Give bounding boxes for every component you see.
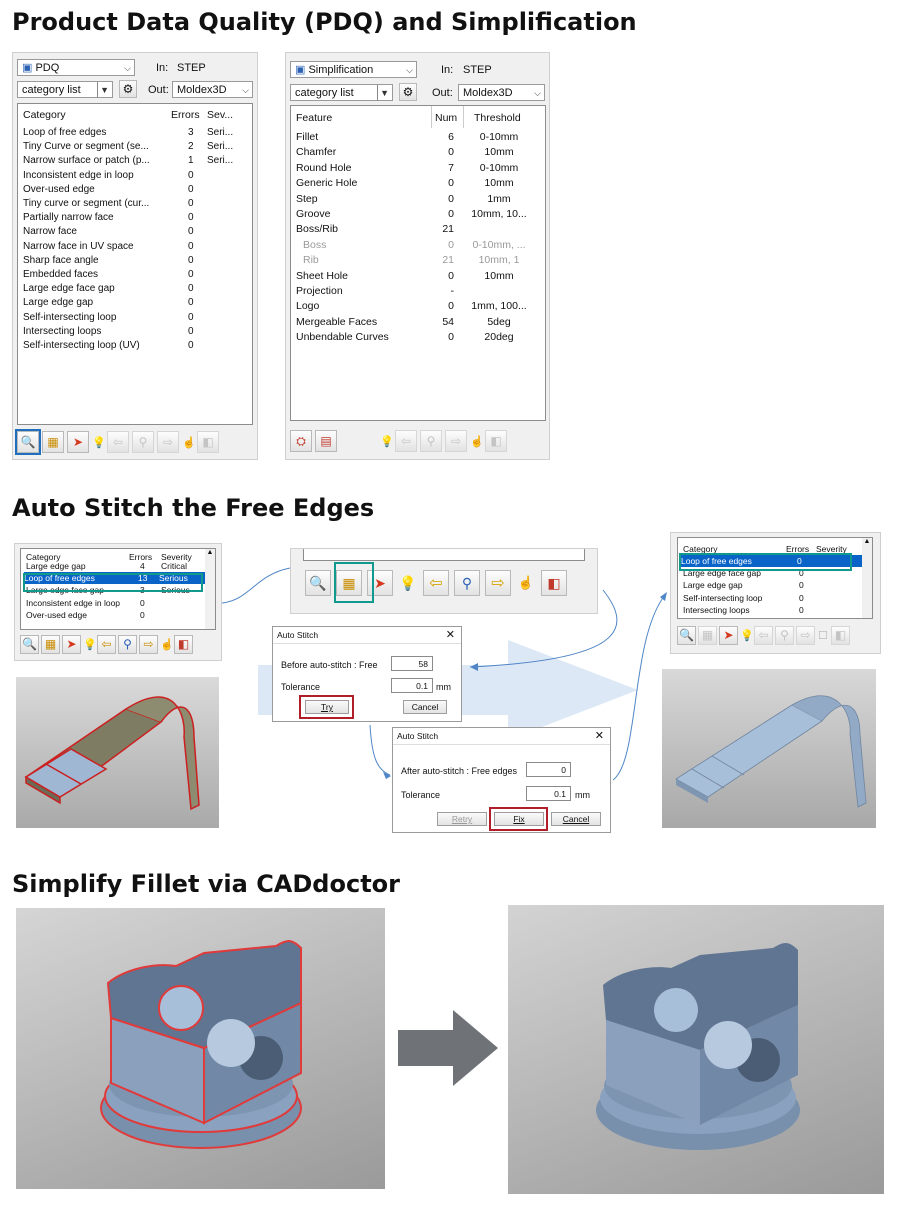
piston-model-fillets-highlighted [16,908,385,1189]
feature-count: 6 [448,131,454,143]
header-category[interactable]: Category [23,109,66,121]
light-bulb-icon: 💡 [380,435,394,448]
zoom-icon[interactable]: ⚲ [775,626,794,645]
chevron-down-icon: ⌵ [242,85,249,95]
list-item[interactable] [23,225,249,239]
feature-threshold: 10mm, 10... [471,208,527,220]
close-icon[interactable]: ✕ [594,730,604,742]
feature-name: Step [296,192,318,205]
fillet-section-title: Simplify Fillet via CADdoctor [12,870,400,898]
error-count: 13 [138,573,148,584]
teal-highlight-box [334,562,374,603]
category-name: Narrow surface or patch (p... [23,155,150,167]
feature-threshold: 10mm [484,146,514,159]
severity: Critical [161,561,187,571]
error-count: 3 [140,585,145,596]
error-count: 1 [188,155,194,167]
settings-gear-icon[interactable]: ⚙ [119,80,137,98]
pointer-icon: ☐ [818,629,828,642]
error-count: 0 [188,297,194,309]
list-item[interactable] [23,311,249,325]
simplify-icon[interactable]: ▤ [315,430,337,452]
tolerance-input[interactable]: 0.1 [526,786,571,801]
cube-icon[interactable]: ◧ [174,635,193,654]
export-icon[interactable]: ➤ [719,626,738,645]
light-bulb-icon: 💡 [92,436,106,449]
simplify-mode-icon: ▣ [295,64,309,76]
mode-select[interactable] [290,61,417,78]
zoom-icon[interactable]: ⚲ [132,431,154,453]
retry-button[interactable] [437,812,487,826]
pointer-icon: ☝ [160,638,174,651]
list-item[interactable] [23,282,249,296]
dialog-title: Auto Stitch [277,630,319,640]
pointer-icon: ☝ [517,575,535,590]
simplification-panel [285,52,550,460]
arrow-right-icon[interactable]: ⇨ [796,626,815,645]
error-count: 0 [188,226,194,238]
pdq-panel [12,52,258,460]
chevron-down-icon: ⌵ [406,65,413,75]
teal-highlight-box [23,573,203,592]
error-count: 0 [188,240,194,252]
feature-name: Chamfer [296,146,337,159]
feature-name: Round Hole [296,161,352,174]
error-count: 0 [188,269,194,280]
view-select[interactable] [290,84,393,101]
feature-name: Projection [296,285,343,297]
pdq-section-title: Product Data Quality (PDQ) and Simplification [12,8,637,36]
list-item[interactable] [26,560,212,572]
error-count: 0 [188,340,194,351]
check-magnifier-icon[interactable]: 🔍 [20,635,39,654]
zoom-icon[interactable]: ⚲ [454,570,480,596]
unit-label: mm [436,682,451,692]
list-item[interactable] [23,126,249,140]
cube-icon[interactable]: ◧ [541,570,567,596]
feature-count: 0 [448,269,454,282]
list-item[interactable] [296,284,542,298]
list-item[interactable] [683,579,869,591]
stitch-category-list-after [677,537,873,619]
arrow-right-icon [398,1010,498,1086]
category-name: Self-intersecting loop [23,311,117,323]
stitch-section-title: Auto Stitch the Free Edges [12,494,375,522]
teal-highlight-box [679,553,852,571]
list-header [23,108,249,122]
feature-count: 54 [442,315,454,328]
category-name: Self-intersecting loop (UV) [23,340,140,351]
error-count: 0 [188,169,194,181]
auto-stitch-dialog-try [272,626,462,722]
piston-model-simplified [508,905,884,1194]
list-item[interactable] [23,183,249,197]
category-name: Inconsistent edge in loop [23,169,134,181]
stitch-list-after-panel [670,532,881,654]
category-name: Loop of free edges [24,573,95,584]
cancel-label: Cancel [411,702,439,712]
check-magnifier-icon[interactable]: 🔍 [305,570,331,596]
cancel-button[interactable] [403,700,447,714]
feature-count: 0 [448,238,454,251]
feature-name: Groove [296,208,331,220]
arrow-right-icon[interactable]: ⇨ [157,431,179,453]
auto-fix-icon[interactable]: ▦ [336,570,362,596]
light-bulb-icon: 💡 [740,629,754,642]
out-select[interactable] [172,81,253,98]
tolerance-input[interactable]: 0.1 [391,678,433,693]
feature-name: Boss/Rib [296,223,339,236]
category-name: Large edge face gap [23,283,115,295]
list-item[interactable] [683,592,869,604]
error-count: 0 [188,212,194,224]
header-severity[interactable]: Severity [816,544,847,554]
error-count: 0 [188,183,194,195]
list-item[interactable] [23,240,249,254]
header-errors[interactable]: Errors [129,552,153,562]
list-item[interactable] [23,197,249,211]
bracket-model-stitched [662,669,876,828]
mode-select-value: PDQ [35,62,60,74]
error-count: 0 [140,609,145,620]
pdq-mode-icon: ▣ [22,62,36,74]
category-name: Over-used edge [26,609,87,620]
feature-threshold: 20deg [484,331,514,344]
feature-count: - [450,285,454,297]
dialog-title: Auto Stitch [397,731,439,741]
list-item[interactable] [296,222,542,236]
before-stitch-label: Before auto-stitch : Free [281,660,378,670]
error-count: 0 [799,592,804,603]
light-bulb-icon: 💡 [83,638,97,651]
pointer-icon: ☝ [182,436,196,449]
export-icon[interactable]: ➤ [367,570,393,596]
auto-stitch-dialog-fix [392,727,611,833]
feature-count: 0 [448,331,454,344]
tolerance-label: Tolerance [281,682,321,692]
export-icon[interactable]: ➤ [67,431,89,453]
category-name: Self-intersecting loop [683,592,763,603]
feature-threshold: 10mm [484,177,514,190]
dropdown-arrow-icon: ▼ [97,82,109,98]
list-item[interactable] [296,299,542,313]
viewport-fillet-before[interactable] [16,908,385,1189]
in-label: In: [441,64,454,76]
viewport-fillet-after[interactable] [508,905,884,1194]
feature-count: 0 [448,208,454,220]
list-item[interactable] [296,269,542,283]
list-item[interactable] [296,176,542,190]
severity: Seri... [207,141,234,153]
unit-label: mm [575,790,590,800]
severity: Seri... [207,127,234,138]
header-feature[interactable]: Feature [296,112,333,124]
feature-name: Generic Hole [296,177,358,190]
header-errors[interactable]: Errors [786,544,810,554]
feature-name: Logo [296,300,320,313]
feature-count: 7 [448,161,454,174]
light-bulb-icon: 💡 [399,574,417,591]
feature-count: 0 [448,300,454,313]
feature-name: Mergeable Faces [296,315,378,328]
arrow-right-icon[interactable]: ⇨ [445,430,467,452]
viewport-before-stitch[interactable] [16,677,219,828]
feature-threshold: 1mm [487,192,511,205]
dropdown-arrow-icon: ▼ [377,85,389,101]
severity: Seri... [207,155,234,167]
list-item[interactable] [296,330,542,344]
header-num[interactable]: Num [435,112,458,124]
list-item[interactable] [23,140,249,154]
auto-fix-icon[interactable]: ▦ [42,431,64,453]
tolerance-label: Tolerance [401,790,441,800]
error-count: 0 [799,568,804,579]
list-item[interactable] [23,296,249,310]
view-select[interactable] [17,81,113,98]
out-select-value: Moldex3D [177,84,227,96]
category-name: Tiny Curve or segment (se... [23,141,149,153]
list-item[interactable] [23,169,249,183]
arrow-left-icon[interactable]: ⇦ [395,430,417,452]
try-label: Try [321,702,333,712]
error-count: 0 [797,556,802,566]
feature-count: 21 [442,223,454,236]
settings-gear-icon[interactable]: ⚙ [399,83,417,101]
arrow-left-icon[interactable]: ⇦ [107,431,129,453]
category-name: Sharp face angle [23,254,99,266]
export-icon[interactable]: ➤ [62,635,81,654]
arrow-left-icon[interactable]: ⇦ [754,626,773,645]
header-errors[interactable]: Errors [171,109,200,121]
feature-count: 0 [448,192,454,205]
feature-threshold: 10mm [484,269,514,282]
auto-fix-icon[interactable]: ▦ [698,626,717,645]
error-count: 0 [188,254,194,266]
feature-name: Fillet [296,131,319,143]
category-name: Narrow face in UV space [23,240,134,252]
error-count: 3 [188,127,194,138]
check-magnifier-icon[interactable]: 🔍 [677,626,696,645]
red-highlight-box [299,695,354,719]
error-count: 0 [799,580,804,591]
error-count: 0 [140,597,145,608]
chevron-down-icon: ⌵ [124,63,131,73]
arrow-left-icon[interactable]: ⇦ [97,635,116,654]
out-label: Out: [148,84,169,96]
header-severity[interactable]: Sev... [207,109,234,121]
category-name: Large edge face gap [26,585,104,596]
category-name: Large edge gap [23,297,94,309]
arrow-right-icon[interactable]: ⇨ [485,570,511,596]
retry-label: Retry [451,814,473,824]
bracket-model-free-edges [16,677,219,828]
in-value: STEP [177,62,206,74]
error-count: 4 [140,561,145,571]
zoom-icon[interactable]: ⚲ [420,430,442,452]
feature-name: Rib [303,254,319,267]
list-item[interactable] [296,192,542,206]
stitch-list-before-panel [14,543,222,661]
header-category[interactable]: Category [683,544,718,554]
feature-threshold: 0-10mm [479,161,519,174]
severity: Serious [161,585,190,596]
arrow-left-icon[interactable]: ⇦ [423,570,449,596]
feature-name: Unbendable Curves [296,331,389,344]
arrow-right-icon[interactable]: ⇨ [139,635,158,654]
scrollbar[interactable]: ▲ [862,538,872,618]
list-item[interactable] [23,268,249,282]
error-count: 0 [188,311,194,323]
header-threshold[interactable]: Threshold [474,112,521,124]
view-select-value: category list [22,84,81,96]
category-name: Large edge gap [26,561,86,571]
pdq-toolbar [17,429,253,455]
feature-count: 21 [442,254,454,267]
category-name: Narrow face [23,226,77,238]
list-item[interactable] [296,161,542,175]
cancel-button[interactable] [551,812,601,826]
category-name: Inconsistent edge in loop [26,597,121,608]
header-severity[interactable]: Severity [161,552,192,562]
category-name: Tiny curve or segment (cur... [23,198,150,209]
list-item[interactable] [296,253,542,267]
out-select-value: Moldex3D [463,87,513,99]
zoom-icon[interactable]: ⚲ [118,635,137,654]
in-value: STEP [463,64,492,76]
free-edges-before-field: 58 [391,656,433,671]
pointer-icon: ☝ [470,435,484,448]
category-name: Partially narrow face [23,212,114,224]
viewport-after-stitch[interactable] [662,669,876,828]
list-item[interactable] [23,339,249,353]
after-stitch-label: After auto-stitch : Free edges [401,766,518,776]
category-name: Intersecting loops [683,604,750,615]
category-name: Large edge gap [683,580,743,591]
auto-fix-icon[interactable]: ▦ [41,635,60,654]
simplification-toolbar [290,427,546,455]
error-count: 0 [799,604,804,615]
list-item[interactable] [296,315,542,329]
list-item[interactable] [26,609,212,621]
feature-name: Sheet Hole [296,269,348,282]
list-header [296,111,542,125]
cube-icon[interactable]: ◧ [485,430,507,452]
detect-features-icon[interactable]: ⛭ [290,430,312,452]
scrollbar[interactable]: ▲ [205,549,215,629]
error-count: 0 [188,283,194,295]
category-name: Loop of free edges [23,127,107,138]
mode-select[interactable] [17,59,135,76]
list-item[interactable] [23,254,249,268]
list-item[interactable] [683,604,869,616]
chevron-down-icon: ⌵ [534,88,541,98]
feature-count: 0 [448,177,454,190]
list-item[interactable] [296,130,542,144]
mode-select-value: Simplification [308,64,374,76]
cube-icon[interactable]: ◧ [197,431,219,453]
feature-threshold: 1mm, 100... [471,300,527,313]
pdq-category-list [17,103,253,425]
feature-threshold: 5deg [487,315,511,328]
cube-icon[interactable]: ◧ [831,626,850,645]
feature-threshold: 0-10mm [479,131,519,143]
list-item[interactable] [23,211,249,225]
list-item[interactable] [23,325,249,339]
error-count: 2 [188,141,194,153]
category-name: Large edge face gap [683,568,761,579]
category-name: Embedded faces [23,269,99,280]
feature-name: Boss [303,238,327,251]
close-icon[interactable]: ✕ [445,629,455,641]
fix-label: Fix [513,814,525,824]
feature-count: 0 [448,146,454,159]
category-name: Loop of free edges [681,556,752,566]
list-item[interactable] [296,145,542,159]
check-magnifier-icon[interactable]: 🔍 [17,431,39,453]
red-highlight-box [489,807,548,831]
list-item[interactable] [296,238,542,252]
in-label: In: [156,62,169,74]
list-item[interactable] [26,597,212,609]
view-select-value: category list [295,87,354,99]
feature-threshold: 10mm, 1 [478,254,520,267]
out-select[interactable] [458,84,545,101]
error-count: 0 [188,198,194,209]
header-category[interactable]: Category [26,552,61,562]
category-name: Over-used edge [23,183,95,195]
list-item[interactable] [296,207,542,221]
list-item[interactable] [23,154,249,168]
feature-threshold: 0-10mm, ... [472,238,526,251]
out-label: Out: [432,87,453,99]
cancel-label: Cancel [562,814,590,824]
severity: Serious [159,573,188,584]
free-edges-after-field: 0 [526,762,571,777]
error-count: 0 [188,325,194,337]
zoomed-toolbar-panel [290,548,598,614]
feature-list [290,105,546,421]
category-name: Intersecting loops [23,325,102,337]
